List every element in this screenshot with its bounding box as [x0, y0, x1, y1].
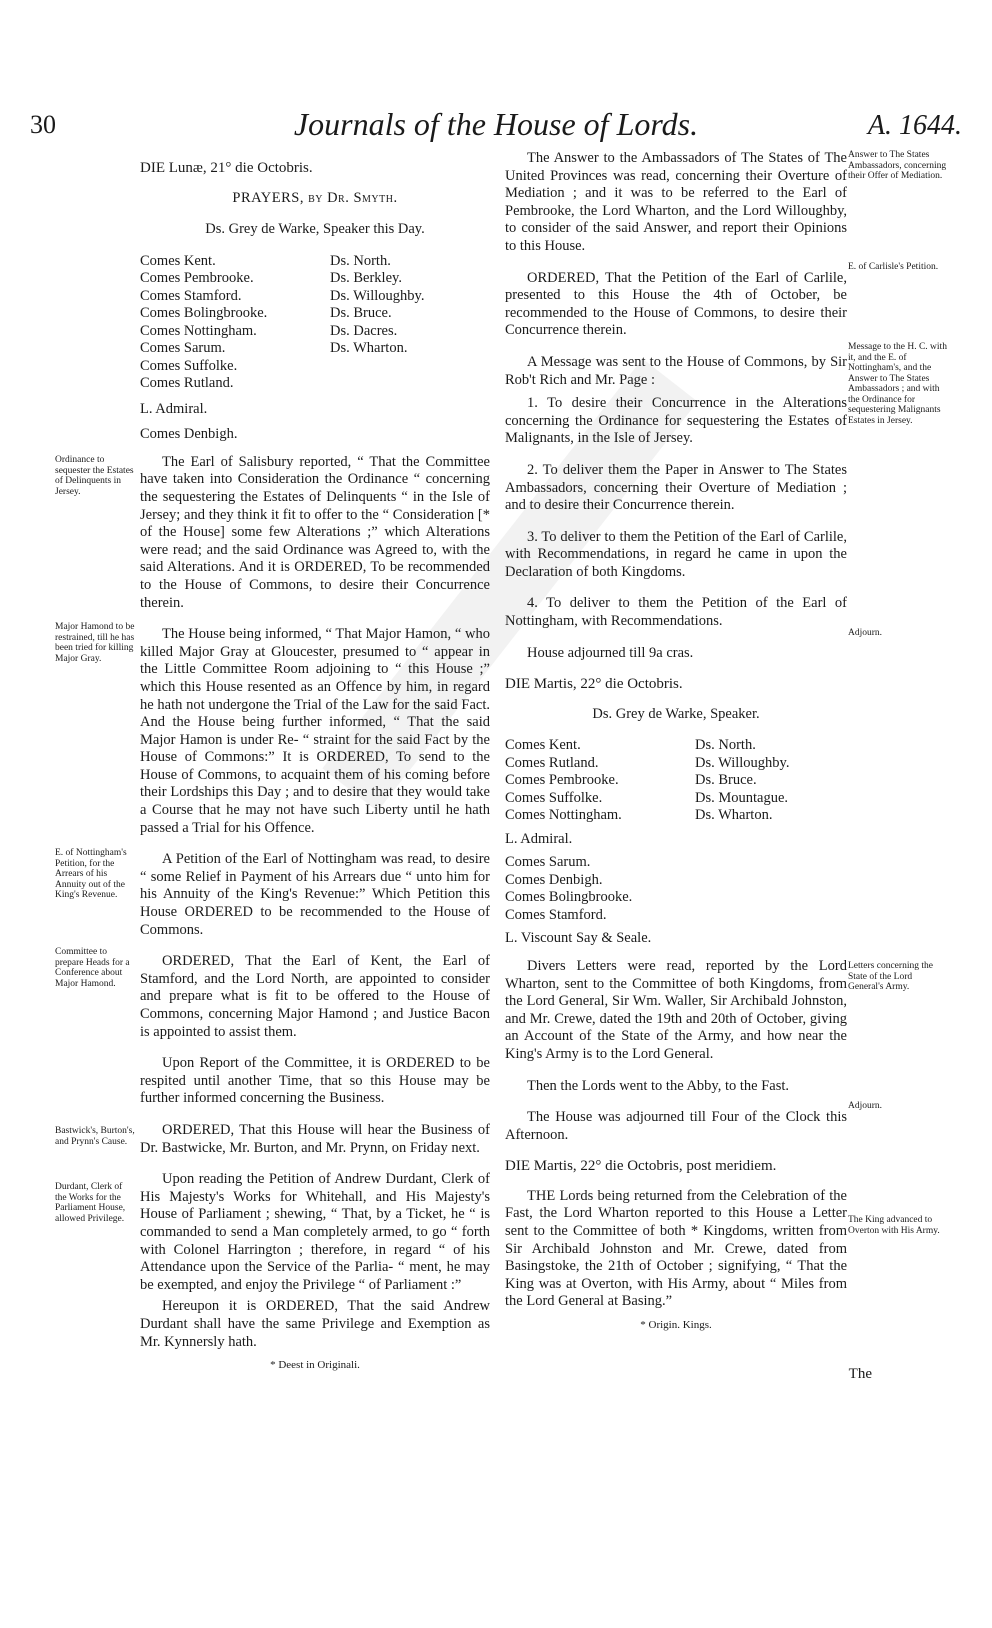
catchword: The — [848, 1366, 872, 1382]
margin-note: Adjourn. — [848, 1101, 883, 1111]
peer: Comes Nottingham. — [505, 807, 622, 824]
peer: Ds. Mountague. — [695, 789, 789, 806]
margin-note: Major Hamond to be restrained, till he has been tried for killing Major Gray. — [55, 622, 135, 664]
page-number: 30 — [30, 110, 56, 139]
message-item: 4. To deliver to them the Petition of the Earl of Nottingham, with Recommendations. — [505, 595, 847, 630]
peer: Ds. Bruce. — [695, 772, 757, 789]
peer: Comes Pembrooke. — [505, 772, 619, 789]
peer: Comes Pembrooke. — [140, 270, 254, 287]
page-title: Journals of the House of Lords. — [293, 106, 699, 142]
peer: Ds. Wharton. — [695, 807, 773, 824]
peer: Comes Kent. — [140, 252, 216, 269]
message-item: 1. To desire their Concurrence in the Alterations concerning the Ordinance for sequestering the Estates of Malignants, in the Isle of Jersey. — [505, 395, 847, 447]
margin-note: Ordinance to sequester the Estates of Delinquents in Jersey. — [55, 455, 134, 497]
prayers-line: PRAYERS, by Dr. Smyth. — [232, 189, 398, 206]
left-column — [140, 150, 490, 1375]
margin-note: Message to the H. C. with it, and the E. of Nottingham's, and the Answer to The States Ambassadors ; and with the Ordinance for sequestering Malignants Estates in Jersey. — [848, 342, 947, 426]
margin-note: Committee to prepare Heads for a Conference about Major Hamond. — [55, 947, 130, 989]
paragraph: The House was adjourned till Four of the Clock this Afternoon. — [505, 1109, 847, 1143]
paragraph: Then the Lords went to the Abby, to the Fast. — [527, 1077, 790, 1094]
peer: Comes Rutland. — [140, 375, 234, 392]
paragraph: THE Lords being returned from the Celebration of the Fast, the Lord Wharton reported to this House a Letter sent to the Committee of both * Kingdoms, written from Sir Archibald Johnston and Mr. Crewe, dated from Basingstoke, the 21th of October ; signifying, “ That the King was at Overton, with His Army, about “ Miles from the Lord General at Basing.” — [505, 1187, 847, 1310]
peer: Ds. Willoughby. — [330, 287, 425, 304]
margin-note: Bastwick's, Burton's, and Prynn's Cause. — [55, 1126, 135, 1147]
peer: L. Admiral. — [505, 830, 573, 847]
margin-note: Durdant, Clerk of the Works for the Parliament House, allowed Privilege. — [55, 1182, 126, 1224]
day-heading: DIE Martis, 22° die Octobris. — [505, 676, 683, 693]
peer: Comes Stamford. — [505, 906, 607, 923]
paragraph: ORDERED, That the Petition of the Earl of Carlile, presented to this House the 4th of October, be recommended to the House of Commons, to desire their Concurrence therein. — [505, 269, 847, 339]
peer: Comes Sarum. — [505, 854, 591, 871]
right-column — [505, 150, 847, 1335]
peer: Ds. North. — [695, 737, 756, 754]
day-heading: DIE Lunæ, 21° die Octobris. — [140, 160, 313, 176]
peer: Ds. North. — [330, 252, 391, 269]
peer: Comes Bolingbrooke. — [505, 889, 633, 906]
paragraph: Divers Letters were read, reported by the Lord Wharton, sent to the Committee of both Kingdoms, from the Lord General, Sir Wm. Waller, Sir Archibald Johnston, and Mr. Crewe, dated the 19th and 20th of October, giving an Account of the State of the Army, and how near the King's Army is to the Lord General. — [505, 957, 847, 1062]
paragraph: ORDERED, That this House will hear the Business of Dr. Bastwicke, Mr. Burton, and Mr. Prynn, on Friday next. — [140, 1121, 490, 1156]
peer: Comes Suffolke. — [505, 789, 603, 806]
paragraph: ORDERED, That the Earl of Kent, the Earl of Stamford, and the Lord North, are appointed to consider and prepare what is fit to be offered to the House of Commons, concerning Major Hamond ; and Justice Bacon is appointed to assist them. — [140, 953, 490, 1040]
message-item: 3. To deliver to them the Petition of the Earl of Carlile, with Recommendations, in regard he came in upon the Declaration of both Kingdoms. — [505, 528, 847, 580]
paragraph: The House being informed, “ That Major Hamon, “ who killed Major Gray at Gloucester, presumed to “ appear in the Little Committee Room adjoining to “ this House ;” which this House resented as an Offence by him, in regard he hath not undergone the Trial of the Law for the said Fact. And the House being further informed, “ That the said Major Hamon is under Re- “ straint for the said Fact by the House of Commons:” It is ORDERED, To send to the House of Commons, to acquaint them of his coming before their Lordships this Day ; and to desire that they would take a Course that he may not have such Liberty until he hath passed a Trial for his Offence. — [140, 626, 490, 836]
footnote: * Origin. Kings. — [640, 1319, 712, 1332]
peer: Comes Sarum. — [140, 340, 226, 357]
year: A. 1644. — [867, 110, 962, 141]
speaker-line: Ds. Grey de Warke, Speaker this Day. — [205, 221, 425, 238]
adjournment: House adjourned till 9a cras. — [527, 644, 694, 661]
peer: L. Admiral. — [140, 400, 208, 417]
footnote: * Deest in Originali. — [270, 1359, 360, 1372]
day-heading: DIE Martis, 22° die Octobris, post meridiem. — [505, 1158, 777, 1175]
peer: Comes Denbigh. — [505, 871, 603, 888]
paragraph: The Earl of Salisbury reported, “ That the Committee have taken into Consideration the Ordinance “ concerning the sequestering the Estates of Delinquents “ in the Isle of Jersey; and they think it fit to offer to the “ Consideration [* of the House] some few Alterations ;” which Alterations were read; and the said Ordinance was Agreed to, with the said Alterations. And it is ORDERED, To be recommended to the House of Commons, to desire their Concurrence therein. — [140, 453, 490, 611]
peers-list — [505, 737, 847, 948]
paragraph: Hereupon it is ORDERED, That the said Andrew Durdant shall have the same Privilege and Exemption as Mr. Kynnersly hath. — [140, 1298, 490, 1350]
peer: Ds. Wharton. — [330, 340, 408, 357]
margin-note: E. of Nottingham's Petition, for the Arrears of his Annuity out of the King's Revenue. — [55, 848, 127, 900]
peer: Comes Rutland. — [505, 754, 599, 771]
peer: Comes Bolingbrooke. — [140, 305, 268, 322]
peer: Ds. Dacres. — [330, 322, 398, 339]
margin-note: The King advanced to Overton with His Army. — [848, 1215, 940, 1236]
paragraph: Upon reading the Petition of Andrew Durdant, Clerk of His Majesty's Works for Whitehall, and His Majesty's House of Parliament ; shewing, “ That, by a Ticket, he “ is commanded to send a Man completely armed, to go “ forth with Colonel Harrington ; therefore, in regard “ of his Attendance upon the Service of the Parlia- “ ment, he may be exempted, and enjoy the Privilege “ of Parliament :” — [140, 1171, 490, 1293]
paragraph: A Message was sent to the House of Commons, by Sir Rob't Rich and Mr. Page : — [505, 353, 847, 388]
peer: Ds. Bruce. — [330, 305, 392, 322]
peer: Comes Nottingham. — [140, 322, 257, 339]
peer: Comes Denbigh. — [140, 426, 238, 443]
message-item: 2. To deliver them the Paper in Answer to The States Ambassadors, concerning their Overture of Mediation ; and to desire their Concurrence therein. — [505, 461, 847, 514]
peer: Comes Stamford. — [140, 287, 242, 304]
peers-list — [140, 253, 490, 444]
paragraph: Upon Report of the Committee, it is ORDERED to be respited until another Time, that so this House may be further informed concerning the Business. — [140, 1055, 490, 1107]
peer: Ds. Willoughby. — [695, 754, 790, 771]
peer: Comes Kent. — [505, 737, 581, 754]
margin-note: Answer to The States Ambassadors, concerning their Offer of Mediation. — [848, 150, 947, 181]
peer: L. Viscount Say & Seale. — [505, 930, 652, 947]
peer: Comes Suffolke. — [140, 357, 238, 374]
margin-note: E. of Carlisle's Petition. — [848, 262, 939, 272]
paragraph: The Answer to the Ambassadors of The States of The United Provinces was read, concerning their Overture of Mediation ; and it was to be referred to the Earl of Pembrooke, the Lord Wharton, and the Lord Willoughby, to consider of the said Answer, and report their Opinions to this House. — [505, 150, 847, 254]
peer: Ds. Berkley. — [330, 270, 402, 287]
margin-note: Adjourn. — [848, 628, 883, 638]
speaker-line: Ds. Grey de Warke, Speaker. — [592, 705, 760, 722]
margin-note: Letters concerning the State of the Lord General's Army. — [848, 961, 933, 992]
paragraph: A Petition of the Earl of Nottingham was read, to desire “ some Relief in Payment of his Arrears due “ unto him for his Annuity of the King's Revenue:” Which Petition this House ORDERED to be recommended to the House of Commons. — [140, 851, 490, 938]
